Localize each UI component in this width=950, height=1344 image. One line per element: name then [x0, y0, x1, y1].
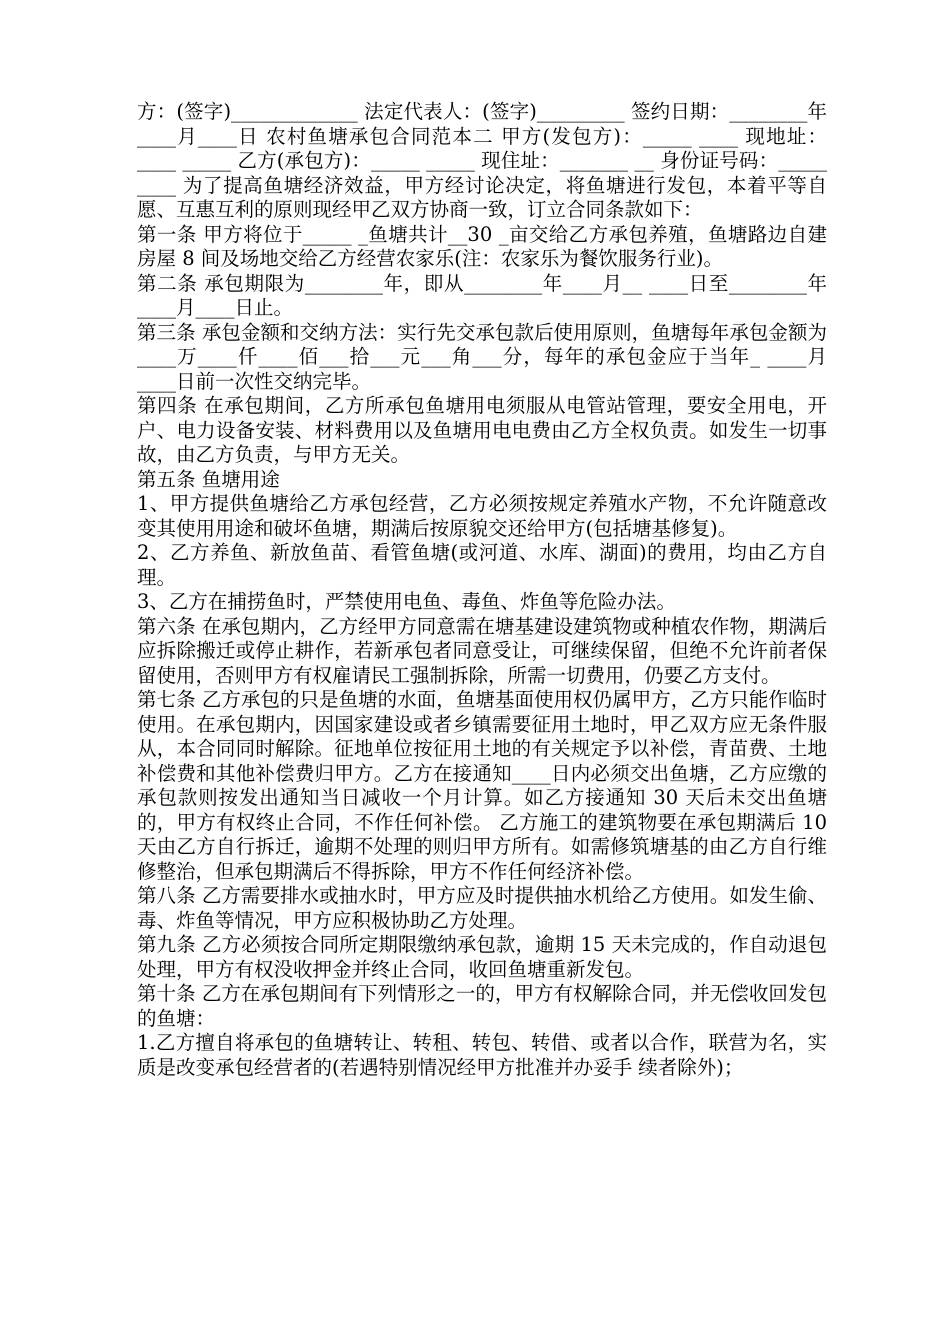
paragraph-article-5-item-1: 1、甲方提供鱼塘给乙方承包经营，乙方必须按规定养殖水产物，不允许随意改变其使用用途和破坏鱼塘，期满后按原貌交还给甲方(包括塘基修复)。 — [137, 492, 827, 540]
paragraph-article-9: 第九条 乙方必须按合同所定期限缴纳承包款，逾期 15 天未完成的，作自动退包处理，甲方有权没收押金并终止合同，收回鱼塘重新发包。 — [137, 933, 827, 981]
paragraph-article-5-title: 第五条 鱼塘用途 — [137, 467, 280, 491]
paragraph-article-10-item-1: 1.乙方擅自将承包的鱼塘转让、转租、转包、转借、或者以合作，联营为名，实质是改变承包经营者的(若遇特别情况经甲方批准并办妥手 续者除外)； — [137, 1031, 827, 1079]
paragraph-article-10: 第十条 乙方在承包期间有下列情形之一的，甲方有权解除合同，并无偿收回发包的鱼塘： — [137, 982, 827, 1030]
paragraph-article-6: 第六条 在承包期内，乙方经甲方同意需在塘基建设建筑物或种植农作物，期满后应拆除搬迁或停止耕作，若新承包者同意受让，可继续保留，但绝不允许前者保留使用，否则甲方有权雇请民工强制拆除，所需一切费用，仍要乙方支付。 — [137, 614, 827, 687]
paragraph-article-8: 第八条 乙方需要排水或抽水时，甲方应及时提供抽水机给乙方使用。如发生偷、毒、炸鱼等情况，甲方应积极协助乙方处理。 — [137, 884, 827, 932]
paragraph-header-info: 方：(签字)_____________ 法定代表人：(签字)_________ 签约日期：________年____月____日 农村鱼塘承包合同范本二 甲方(发包方)：_____ ____ 现地址：____ _____ 乙方(承包方)：_____ _____ 现住址：_______ __ 身份证号码：_____ ____ 为了提高鱼塘经济效益，甲方经讨论决定，将鱼塘进行发包，本着平等自愿、互惠互利的原则现经甲乙双方协商一致，订立合同条款如下： — [137, 100, 827, 221]
paragraph-article-1: 第一条 甲方将位于_____ _鱼塘共计__30 _亩交给乙方承包养殖，鱼塘路边自建房屋 8 间及场地交给乙方经营农家乐(注：农家乐为餐饮服务行业)。 — [137, 222, 827, 270]
paragraph-article-2: 第二条 承包期限为________年，即从________年____月__ ____日至________年____月____日止。 — [137, 271, 827, 319]
paragraph-article-3: 第三条 承包金额和交纳方法：实行先交承包款后使用原则，鱼塘每年承包金额为____万____仟____佰___拾___元___角___分，每年的承包金应于当年_ ____月____日前一次性交纳完毕。 — [137, 320, 827, 393]
paragraph-article-7: 第七条 乙方承包的只是鱼塘的水面，鱼塘基面使用权仍属甲方，乙方只能作临时使用。在承包期内，因国家建设或者乡镇需要征用土地时，甲乙双方应无条件服从，本合同同时解除。征地单位按征用土地的有关规定予以补偿，青苗费、土地补偿费和其他补偿费归甲方。乙方在接通知____日内必须交出鱼塘，乙方应缴的承包款则按发出通知当日减收一个月计算。如乙方接通知 30 天后未交出鱼塘的，甲方有权终止合同，不作任何补偿。 乙方施工的建筑物要在承包期满后 10 天由乙方自行拆迁，逾期不处理的则归甲方所有。如需修筑塘基的由乙方自行维修整治，但承包期满后不得拆除，甲方不作任何经济补偿。 — [137, 688, 827, 883]
contract-document — [137, 100, 827, 1080]
paragraph-article-4: 第四条 在承包期间，乙方所承包鱼塘用电须服从电管站管理，要安全用电，开户、电力设备安装、材料费用以及鱼塘用电电费由乙方全权负责。如发生一切事故，由乙方负责，与甲方无关。 — [137, 394, 827, 466]
paragraph-article-5-item-2: 2、乙方养鱼、新放鱼苗、看管鱼塘(或河道、水库、湖面)的费用，均由乙方自理。 — [137, 541, 827, 589]
paragraph-article-5-item-3: 3、乙方在捕捞鱼时，严禁使用电鱼、毒鱼、炸鱼等危险办法。 — [137, 590, 676, 613]
